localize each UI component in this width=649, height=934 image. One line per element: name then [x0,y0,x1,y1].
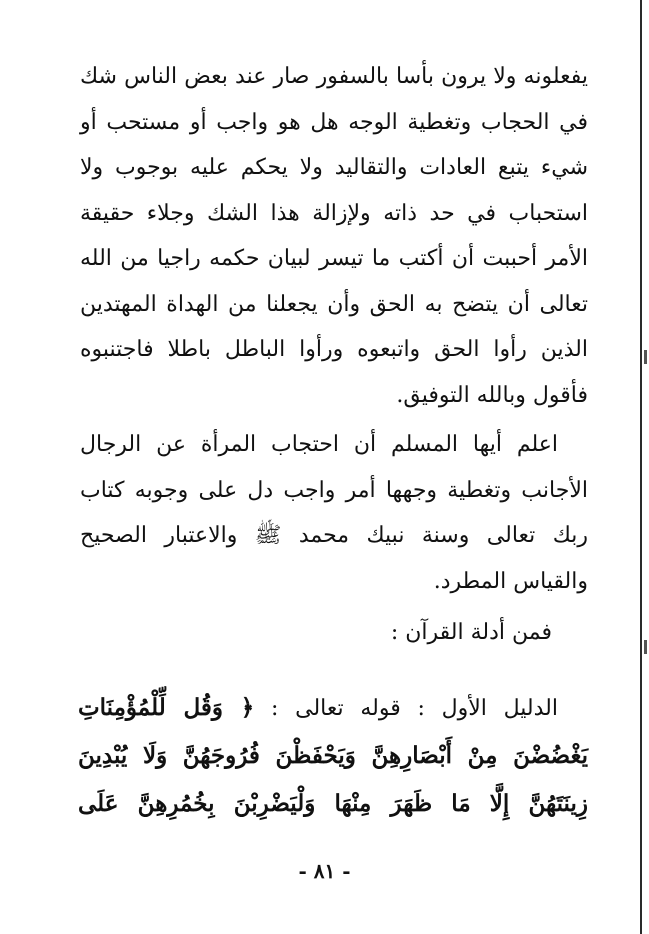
evidence-paragraph [78,684,588,828]
evidence-intro: الدليل الأول : قوله تعالى : [270,696,558,721]
quran-verse: ﴿ وَقُل لِّلْمُؤْمِنَاتِ يَغْضُضْنَ مِنْ أَبْصَارِهِنَّ وَيَحْفَظْنَ فُرُوجَهُنَّ وَلَا يُبْدِينَ زِينَتَهُنَّ إِلَّا مَا ظَهَرَ مِنْهَا وَلْيَضْرِبْنَ بِخُمُرِهِنَّ عَلَى [78,694,588,817]
paragraph-1: يفعلونه ولا يرون بأسا بالسفور صار عند بعض الناس شك في الحجاب وتغطية الوجه هل هو واجب أو مستحب أو شيء يتبع العادات والتقاليد ولا يحكم عليه بوجوب ولا استحباب في حد ذاته ولإزالة هذا الشك وجلاء حقيقة الأمر أحببت أن أكتب ما تيسر لبيان حكمه راجيا من الله تعالى أن يتضح به الحق وأن يجعلنا من الهداة المهتدين الذين رأوا الحق واتبعوه ورأوا الباطل باطلا فاجتنبوه فأقول وبالله التوفيق. [80,64,588,408]
page-binding-edge [640,0,642,934]
paragraph-2: اعلم أيها المسلم أن احتجاب المرأة عن الرجال الأجانب وتغطية وجهها أمر واجب دل على وجوبه كتاب ربك تعالى وسنة نبيك محمد ﷺ والاعتبار الصحيح والقياس المطرد. [80,432,588,594]
section-heading: فمن أدلة القرآن : [390,620,552,645]
binding-mark [644,350,647,364]
page-number: - ٨١ - [298,859,351,883]
binding-mark [644,640,647,654]
